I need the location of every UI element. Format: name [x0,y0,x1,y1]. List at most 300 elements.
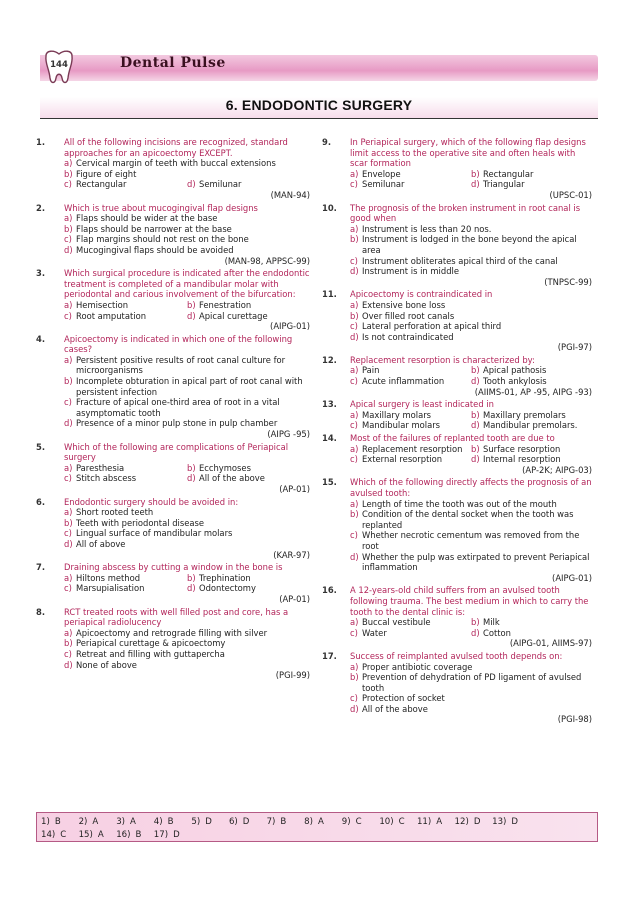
answer-item [417,817,455,828]
option-item [471,444,592,455]
option-item [187,583,310,594]
option-item [64,660,310,671]
option-text: Mucogingival flaps should be avoided [76,244,234,255]
question-text: Success of reimplanted avulsed tooth depends on: [350,650,563,661]
question-source: (MAN-94) [270,189,310,200]
option-letter: a) [64,213,73,224]
option-item [350,693,592,704]
question-item [322,289,592,353]
option-text: Whether the pulp was extirpated to prevent Periapical inflammation [362,551,590,573]
option-item [471,179,592,190]
option-letter: a) [350,223,359,234]
question-text: Endodontic surgery should be avoided in: [64,496,239,507]
option-item [350,321,592,332]
option-letter: d) [350,551,359,562]
option-text: Water [362,627,387,638]
option-item [64,397,310,418]
option-text: Condition of the dental socket when the tooth was replanted [362,509,574,530]
option-item [471,628,592,639]
option-text: Flap margins should not rest on the bone [76,234,249,245]
option-text: All of the above [199,473,265,484]
option-row [64,179,310,190]
question-text: In Periapical surgery, which of the following flap designs limit access to the operative site and often heals with scar formation [350,137,586,169]
option-item [350,444,471,455]
question-item [322,433,592,475]
option-letter: c) [64,583,72,594]
question-number: 14. [322,433,337,444]
option-item [350,311,592,322]
option-text: Whether necrotic cementum was removed from the root [362,530,580,551]
question-source: (PGI-97) [557,342,592,353]
option-letter: c) [350,420,358,431]
option-row [64,473,310,484]
option-row [350,617,592,628]
option-item [350,420,471,431]
option-letter: b) [471,168,480,179]
option-letter: b) [64,223,73,234]
answer-item [79,830,117,841]
option-letter: d) [350,703,359,714]
option-text: External resorption [362,454,443,465]
question-text: Apicoectomy is contraindicated in [350,289,493,300]
question-item [36,137,310,201]
answer-number: 12) [454,817,469,827]
option-letter: b) [187,299,196,310]
option-item [350,662,592,673]
option-text: Ecchymoses [199,462,251,473]
answer-number: 11) [416,817,432,827]
option-item [64,300,187,311]
option-letter: b) [471,617,480,628]
option-text: Periapical curettage & apicoectomy [76,638,226,649]
option-letter: d) [64,418,73,429]
answer-item [229,817,267,828]
question-number: 4. [36,333,46,344]
option-item [64,583,187,594]
answer-number: 17) [153,830,169,840]
question-number: 15. [322,477,337,488]
option-letter: c) [350,179,358,190]
option-row [350,169,592,180]
answer-item [116,830,154,841]
option-letter: a) [64,627,73,638]
option-letter: b) [187,572,196,583]
question-item [322,399,592,431]
option-letter: a) [350,617,359,628]
answer-letter: A [317,817,324,827]
option-item [350,332,592,343]
question-source: (UPSC-01) [549,189,592,200]
answer-item [304,817,342,828]
answer-key [36,812,598,842]
option-letter: b) [350,234,359,245]
option-letter: b) [471,409,480,420]
answer-number: 5) [191,817,201,827]
option-letter: c) [350,255,358,266]
option-item [471,365,592,376]
option-item [350,454,471,465]
question-text: Draining abscess by cutting a window in the bone is [64,562,283,573]
answer-number: 1) [41,817,50,827]
option-text: Hemisection [76,299,129,310]
question-source: (MAN-98, APPSC-99) [224,255,310,266]
option-item [64,376,310,397]
option-text: Is not contraindicated [362,331,454,342]
option-letter: c) [64,234,72,245]
option-letter: a) [64,572,73,583]
question-source: (AP-2K; AIPG-03) [522,464,592,475]
question-text: Which surgical procedure is indicated after the endodontic treatment is completed of a mandibular molar with periodontal and carious involvement of the bifurcation: [64,268,310,300]
option-item [64,528,310,539]
option-item [64,463,187,474]
answer-letter: A [436,817,443,827]
answer-item [342,817,380,828]
option-text: Teeth with periodontal disease [76,517,205,528]
option-text: Flaps should be wider at the base [76,213,218,224]
option-letter: b) [64,376,73,387]
question-number: 2. [36,202,46,213]
option-item [471,169,592,180]
option-letter: d) [187,310,196,321]
option-text: Maxillary molars [362,409,432,420]
option-item [64,473,187,484]
question-number: 12. [322,354,337,365]
option-text: Stitch abscess [76,473,137,484]
option-item [350,509,592,530]
option-text: Length of time the tooth was out of the mouth [362,498,557,509]
option-letter: c) [64,397,72,408]
question-source: (AIPG -95) [267,429,310,440]
option-item [64,355,310,376]
answer-number: 16) [116,830,131,840]
option-text: Extensive bone loss [362,299,446,310]
option-letter: a) [350,299,359,310]
option-row [350,628,592,639]
question-number: 7. [36,562,46,573]
answer-item [79,817,117,828]
answer-item [267,817,305,828]
option-letter: a) [64,299,73,310]
answer-number: 9) [341,817,351,827]
option-letter: a) [350,168,359,179]
answer-item [379,817,417,828]
option-item [471,410,592,421]
option-text: Pain [362,365,380,376]
answer-number: 4) [153,817,163,827]
option-text: Replacement resorption [362,443,463,454]
option-text: Short rooted teeth [76,507,154,518]
option-text: Apical curettage [199,310,268,321]
answer-number: 10) [379,817,394,827]
question-source: (AIPG-01, AIIMS-97) [509,638,592,649]
question-source: (AIPG-01) [552,572,592,583]
option-item [64,573,187,584]
option-row [350,444,592,455]
question-text: RCT treated roots with well filled post and core, has a periapical radiolucency [64,606,289,628]
answer-number: 6) [228,817,238,827]
option-text: Lateral perforation at apical third [362,321,502,332]
option-item [350,234,592,255]
option-text: Surface resorption [483,443,561,454]
question-text: Which of the following are complications of Periapical surgery [64,441,289,463]
question-number: 9. [322,137,332,147]
option-letter: c) [64,473,72,484]
question-item [36,203,310,267]
answer-letter: A [97,830,104,840]
question-number: 10. [322,202,337,213]
question-item [36,497,310,561]
option-text: Mandibular premolars. [483,420,578,431]
option-letter: d) [350,331,359,342]
option-letter: c) [350,530,358,541]
answer-letter: D [511,817,519,827]
option-letter: d) [187,473,196,484]
option-letter: c) [350,321,358,332]
option-text: Acute inflammation [362,376,445,387]
question-item [36,442,310,495]
question-source: (PGI-99) [275,670,310,681]
question-item [322,585,592,649]
option-letter: a) [64,507,73,518]
option-row [350,365,592,376]
answer-letter: D [205,817,212,827]
option-text: Mandibular molars [362,420,441,431]
option-item [64,179,187,190]
option-row [64,300,310,311]
answer-number: 13) [492,817,507,827]
option-letter: c) [64,528,72,539]
option-row [350,410,592,421]
answer-row-2 [41,830,191,841]
question-text: Which is true about mucogingival flap designs [64,202,258,213]
answer-number: 8) [304,817,313,827]
option-text: Incomplete obturation in apical part of root canal with persistent infection [76,376,303,397]
answer-number: 3) [116,817,126,827]
option-letter: a) [350,661,359,672]
answer-letter: A [130,817,136,827]
option-text: Instrument is lodged in the bone beyond the apical area [362,234,577,255]
option-letter: d) [471,627,480,638]
option-item [187,179,310,190]
option-letter: b) [350,310,359,321]
option-text: Instrument is less than 20 nos. [362,223,492,234]
question-source: (AIIMS-01, AP -95, AIPG -93) [474,386,592,397]
question-number: 5. [36,441,46,452]
option-text: Hiltons method [76,572,141,583]
option-item [471,420,592,431]
option-row [350,420,592,431]
question-number: 17. [322,650,337,661]
option-text: Internal resorption [483,454,561,465]
option-text: Envelope [362,168,401,179]
question-text: All of the following incisions are recognized, standard approaches for an apicoectomy EXCEPT. [64,137,288,158]
question-text: Which of the following directly affects the prognosis of an avulsed tooth: [350,477,592,498]
option-item [187,473,310,484]
question-item [36,334,310,440]
question-item [322,477,592,583]
option-text: Instrument obliterates apical third of the canal [362,255,558,266]
option-letter: d) [187,179,196,190]
answer-row-1 [41,817,530,828]
answer-letter: B [135,830,142,840]
option-item [350,266,592,277]
option-item [187,311,310,322]
option-text: Paresthesia [76,462,125,473]
option-letter: a) [350,498,359,509]
option-item [64,213,310,224]
question-number: 11. [322,289,337,300]
page-number: 144 [50,60,68,70]
option-text: Trephination [199,572,251,583]
option-letter: a) [350,409,359,420]
option-text: Protection of socket [362,693,445,704]
option-text: Prevention of dehydration of PD ligament of avulsed tooth [362,672,582,693]
option-letter: c) [64,179,72,190]
option-text: Milk [483,617,500,628]
answer-item [154,817,192,828]
option-letter: b) [471,443,480,454]
answer-letter: A [92,817,99,827]
option-letter: c) [64,648,72,659]
option-row [64,573,310,584]
option-text: Fracture of apical one-third area of root in a vital asymptomatic tooth [76,397,280,418]
option-letter: c) [350,627,358,638]
option-item [64,158,310,169]
option-item [64,311,187,322]
answer-item [455,817,493,828]
option-letter: b) [187,462,196,473]
option-letter: d) [350,266,359,277]
option-item [350,617,471,628]
option-letter: b) [64,517,73,528]
question-text: Replacement resorption is characterized by: [350,354,535,365]
question-text: Apical surgery is least indicated in [350,399,494,410]
option-letter: b) [64,638,73,649]
option-item [350,300,592,311]
option-text: Proper antibiotic coverage [362,661,473,672]
option-row [350,376,592,387]
option-item [64,628,310,639]
option-text: Root amputation [76,310,147,321]
answer-letter: B [167,817,174,827]
answer-letter: B [280,817,287,827]
option-letter: d) [471,420,480,431]
option-item [350,256,592,267]
answer-number: 2) [78,817,88,827]
option-text: Cotton [483,627,511,638]
option-text: All of above [76,538,126,549]
option-text: Figure of eight [76,168,137,179]
answer-letter: C [398,817,405,827]
option-item [350,179,471,190]
option-text: Buccal vestibule [362,617,431,628]
option-text: Retreat and filling with guttapercha [76,648,225,659]
option-item [187,463,310,474]
option-item [350,224,592,235]
question-source: (AP-01) [279,593,310,604]
option-letter: a) [64,158,73,169]
option-text: Instrument is in middle [362,266,459,277]
option-letter: d) [187,583,196,594]
option-letter: a) [64,462,73,473]
option-letter: a) [350,365,359,376]
option-text: Cervical margin of teeth with buccal extensions [76,158,276,169]
answer-item [41,830,79,841]
option-text: Apicoectomy and retrograde filling with silver [76,627,268,638]
left-column [36,137,310,683]
option-item [471,617,592,628]
answer-item [154,830,192,841]
question-number: 13. [322,399,337,410]
option-letter: a) [64,354,73,365]
answer-item [41,817,79,828]
question-item [322,203,592,288]
option-text: Semilunar [199,179,242,190]
question-item [36,268,310,332]
right-column [322,137,592,727]
option-text: Persistent positive results of root canal culture for microorganisms [76,354,286,376]
option-letter: d) [64,538,73,549]
option-text: Fenestration [199,299,252,310]
answer-letter: C [60,830,67,840]
option-letter: d) [471,376,480,387]
option-text: Maxillary premolars [483,409,566,420]
option-text: Presence of a minor pulp stone in pulp chamber [76,418,278,429]
option-letter: d) [64,244,73,255]
question-item [322,651,592,725]
answer-number: 15) [78,830,93,840]
answer-number: 14) [41,830,56,840]
option-text: Lingual surface of mandibular molars [76,528,233,539]
answer-letter: D [473,817,481,827]
option-text: Flaps should be narrower at the base [76,223,232,234]
answer-letter: D [173,830,180,840]
option-text: Triangular [483,179,525,190]
option-letter: b) [64,168,73,179]
option-item [64,539,310,550]
question-source: (TNPSC-99) [544,276,592,287]
question-number: 6. [36,496,46,507]
question-text: Apicoectomy is indicated in which one of the following cases? [64,333,293,355]
answer-letter: C [355,817,362,827]
option-item [350,376,471,387]
question-number: 16. [322,585,337,596]
option-row [64,311,310,322]
option-letter: b) [350,509,359,520]
option-item [64,234,310,245]
answer-item [191,817,229,828]
option-item [350,628,471,639]
option-item [350,410,471,421]
option-text: Rectangular [483,168,534,179]
question-source: (AP-01) [279,484,310,494]
option-letter: c) [350,693,358,704]
option-text: None of above [76,659,137,670]
option-item [64,649,310,660]
option-item [350,530,592,551]
option-text: Tooth ankylosis [483,376,547,387]
option-item [64,418,310,429]
option-text: Apical pathosis [483,365,547,376]
question-number: 1. [36,137,46,147]
brand-title: Dental Pulse [120,55,226,71]
option-item [187,573,310,584]
question-number: 3. [36,268,46,279]
question-item [36,562,310,604]
option-row [64,583,310,594]
option-item [64,245,310,256]
option-letter: a) [350,443,359,454]
